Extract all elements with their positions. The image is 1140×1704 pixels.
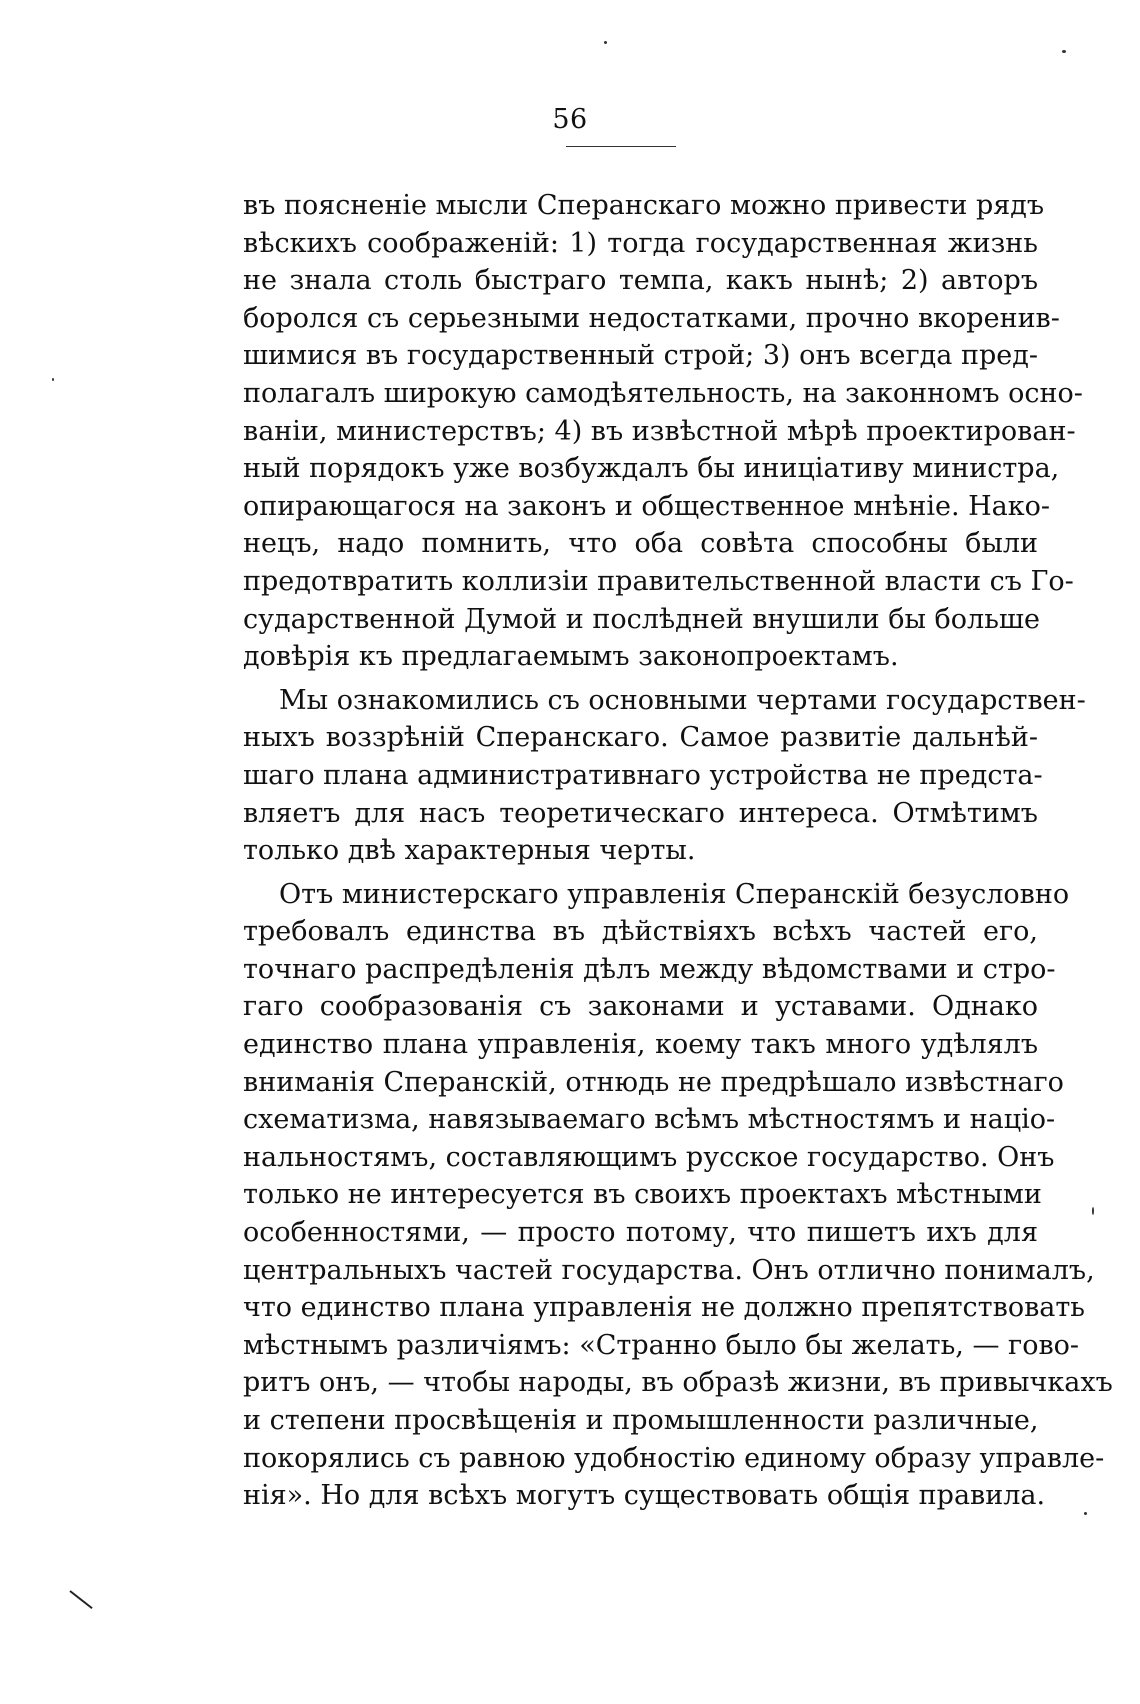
page-number-rule: [566, 146, 676, 147]
text-line: Мы ознакомились съ основными чертами государствен-: [279, 684, 1086, 716]
text-line: предотвратить коллизіи правительственной власти съ Го-: [243, 565, 1074, 597]
text-line: ритъ онъ, — чтобы народы, въ образѣ жизни, въ привычкахъ: [243, 1367, 1113, 1399]
text-line: полагалъ широкую самодѣятельность, на законномъ осно-: [243, 377, 1083, 409]
text-line: шимися въ государственный строй; 3) онъ всегда пред-: [243, 340, 1038, 372]
text-line: Отъ министерскаго управленія Сперанскій безусловно: [279, 878, 1070, 910]
text-line: схематизма, навязываемаго всѣмъ мѣстностямъ и націо-: [243, 1104, 1056, 1136]
text-line: единство плана управленія, коему такъ много удѣлялъ: [243, 1029, 1038, 1061]
text-line: вляетъ для насъ теоретическаго интереса. Отмѣтимъ: [243, 797, 1038, 829]
text-line: требовалъ единства въ дѣйствіяхъ всѣхъ частей его,: [243, 916, 1038, 948]
scan-speck: [1062, 50, 1066, 53]
body-text: [243, 187, 1113, 1515]
text-line: гаго сообразованія съ законами и уставами. Однако: [243, 991, 1038, 1023]
text-line: шаго плана административнаго устройства не предста-: [243, 759, 1043, 791]
scan-stray-mark: [69, 1590, 92, 1609]
scan-speck: [1084, 1512, 1087, 1515]
text-line: ный порядокъ уже возбуждалъ бы иниціативу министра,: [243, 453, 1060, 485]
text-line: сударственной Думой и послѣдней внушили бы больше: [243, 603, 1040, 635]
text-line: только не интересуется въ своихъ проектахъ мѣстными: [243, 1179, 1042, 1211]
scan-speck: [52, 378, 54, 381]
text-line: и степени просвѣщенія и промышленности различные,: [243, 1405, 1039, 1436]
text-line: опирающагося на законъ и общественное мнѣніе. Нако-: [243, 490, 1051, 522]
text-line: въ поясненіе мысли Сперанскаго можно привести рядъ: [243, 190, 1045, 221]
text-line: довѣрія къ предлагаемымъ законопроектамъ.: [243, 641, 899, 673]
text-line: центральныхъ частей государства. Онъ отлично понималъ,: [243, 1254, 1095, 1286]
text-line: покорялись съ равною удобностію единому образу управле-: [243, 1442, 1105, 1474]
text-line: ваніи, министерствъ; 4) въ извѣстной мѣрѣ проектирован-: [243, 415, 1076, 447]
text-line: нія». Но для всѣхъ могутъ существовать общія правила.: [243, 1480, 1046, 1512]
text-line: нецъ, надо помнить, что оба совѣта способны были: [243, 528, 1038, 560]
text-line: особенностями, — просто потому, что пишетъ ихъ для: [243, 1217, 1038, 1249]
text-line: нальностямъ, составляющимъ русское государство. Онъ: [243, 1141, 1055, 1173]
page-number: 56: [552, 104, 588, 135]
text-line: вѣскихъ соображеній: 1) тогда государственная жизнь: [243, 227, 1038, 259]
text-line: мѣстнымъ различіямъ: «Странно было бы желать, — гово-: [243, 1329, 1080, 1361]
scan-speck: [1092, 1207, 1094, 1215]
text-line: что единство плана управленія не должно препятствовать: [243, 1292, 1086, 1324]
text-line: ныхъ воззрѣній Сперанскаго. Самое развитіе дальнѣй-: [243, 722, 1038, 754]
text-line: не знала столь быстраго темпа, какъ нынѣ; 2) авторъ: [243, 265, 1038, 297]
text-line: точнаго распредѣленія дѣлъ между вѣдомствами и стро-: [243, 953, 1056, 985]
scan-speck: [604, 41, 607, 44]
text-line: боролся съ серьезными недостатками, прочно вкоренив-: [243, 302, 1060, 334]
text-line: вниманія Сперанскій, отнюдь не предрѣшало извѣстнаго: [243, 1066, 1064, 1098]
text-line: только двѣ характерныя черты.: [243, 835, 696, 867]
